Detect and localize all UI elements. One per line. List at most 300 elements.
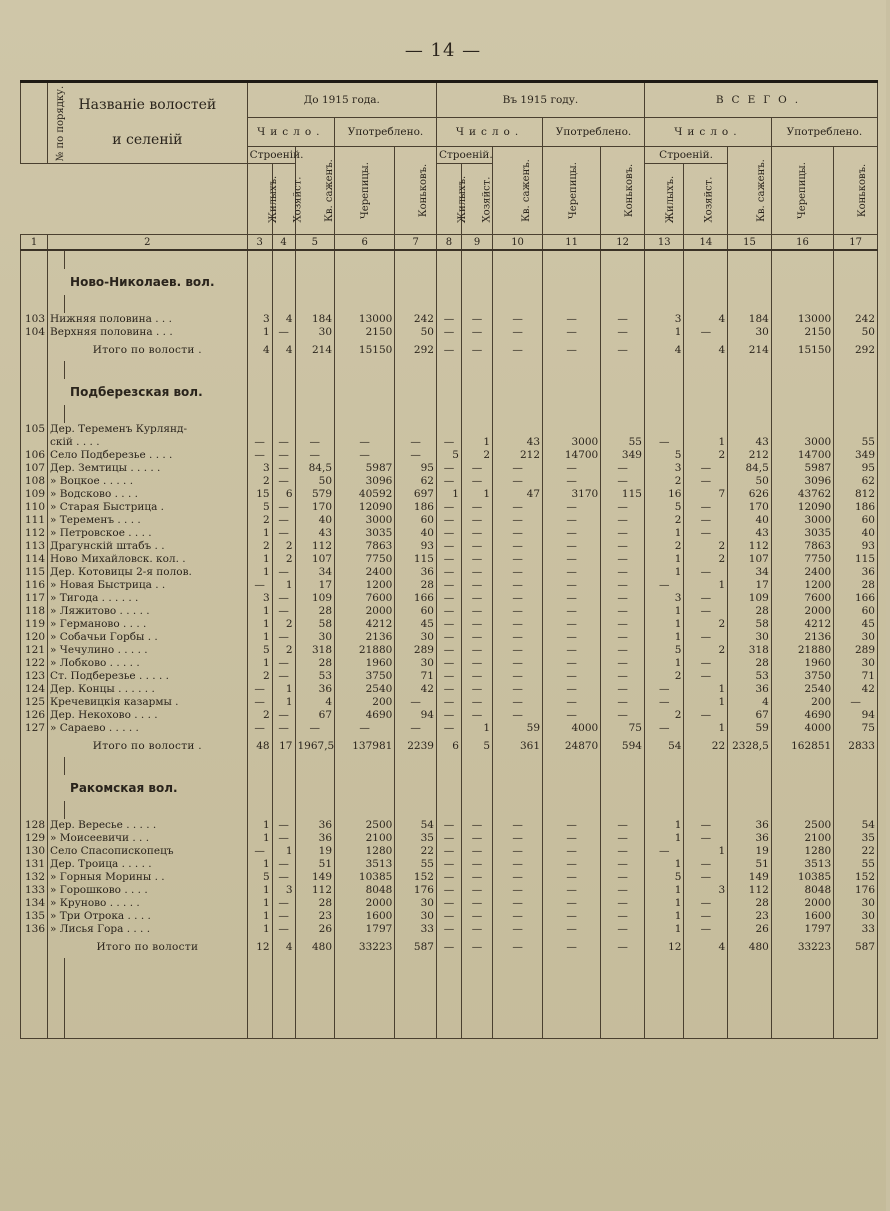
value-cell: 5 <box>247 871 272 884</box>
value-cell: — <box>436 592 461 605</box>
header-stroeniy-2: Строеній. <box>436 147 492 164</box>
value-cell: 28 <box>834 579 878 592</box>
value-cell: 94 <box>395 709 437 722</box>
value-cell: 43 <box>493 436 543 449</box>
value-cell: — <box>543 845 601 858</box>
value-cell: — <box>493 339 543 361</box>
table-row <box>21 423 878 436</box>
table-row <box>21 488 878 501</box>
value-cell: 30 <box>295 631 335 644</box>
value-cell: 30 <box>728 326 772 339</box>
table-row <box>21 566 878 579</box>
table-row <box>21 858 878 871</box>
value-cell: 1200 <box>771 579 833 592</box>
empty-cell <box>543 775 601 801</box>
value-cell: — <box>493 313 543 326</box>
settlement-name: » Собачьи Горбы . . <box>48 631 248 644</box>
value-cell: 1280 <box>771 845 833 858</box>
settlement-name: » Новая Быстрица . . <box>48 579 248 592</box>
value-cell: 36 <box>295 819 335 832</box>
value-cell <box>247 423 272 436</box>
value-cell: 1 <box>247 618 272 631</box>
value-cell: — <box>543 501 601 514</box>
empty-cell <box>543 250 601 269</box>
empty-cell <box>834 379 878 405</box>
table-row <box>21 722 878 735</box>
settlement-name: Село Подберезье . . . . <box>48 449 248 462</box>
value-cell: 184 <box>295 313 335 326</box>
value-cell: — <box>436 819 461 832</box>
empty-cell <box>247 269 272 295</box>
value-cell: 1 <box>644 605 684 618</box>
value-cell: 2000 <box>771 897 833 910</box>
empty-cell <box>834 361 878 379</box>
value-cell: 13000 <box>335 313 395 326</box>
value-cell: — <box>684 871 728 884</box>
value-cell: — <box>601 339 645 361</box>
value-cell: 59 <box>493 722 543 735</box>
value-cell: — <box>395 722 437 735</box>
empty-cell <box>493 361 543 379</box>
value-cell: 1 <box>684 436 728 449</box>
row-number: 107 <box>21 462 48 475</box>
value-cell: — <box>461 566 492 579</box>
value-cell: — <box>543 339 601 361</box>
row-number: 112 <box>21 527 48 540</box>
value-cell: 4 <box>295 696 335 709</box>
value-cell: 45 <box>395 618 437 631</box>
value-cell: 2150 <box>335 326 395 339</box>
value-cell: — <box>601 936 645 958</box>
value-cell: 2 <box>684 644 728 657</box>
value-cell: 212 <box>728 449 772 462</box>
spacer-row <box>21 361 878 379</box>
value-cell: 4 <box>728 696 772 709</box>
value-cell: — <box>461 923 492 936</box>
value-cell: — <box>601 884 645 897</box>
value-cell: — <box>543 326 601 339</box>
value-cell: 35 <box>395 832 437 845</box>
value-cell: 40 <box>728 514 772 527</box>
value-cell: — <box>493 709 543 722</box>
value-cell: — <box>543 936 601 958</box>
row-number: 117 <box>21 592 48 605</box>
empty-cell <box>395 405 437 423</box>
value-cell: 1 <box>247 897 272 910</box>
settlement-name: Село Спасопископецъ <box>48 845 248 858</box>
value-cell: 5 <box>644 871 684 884</box>
value-cell: 115 <box>834 553 878 566</box>
value-cell: — <box>543 592 601 605</box>
settlement-name: Дер. Теременъ Курлянд- <box>48 423 248 436</box>
empty-cell <box>21 361 48 379</box>
value-cell: — <box>436 527 461 540</box>
settlement-name: Нижняя половина . . . <box>48 313 248 326</box>
value-cell: 1 <box>272 845 295 858</box>
value-cell: 5 <box>461 735 492 757</box>
empty-cell <box>247 379 272 405</box>
value-cell: 3000 <box>771 436 833 449</box>
empty-cell <box>728 295 772 313</box>
header-upotrebleno-1: Употреблено. <box>335 118 437 147</box>
value-cell: — <box>272 501 295 514</box>
header-upotrebleno-3: Употреблено. <box>771 118 877 147</box>
value-cell: 54 <box>395 819 437 832</box>
total-label: Итого по волости <box>48 936 248 958</box>
value-cell: 2 <box>644 709 684 722</box>
value-cell: — <box>461 936 492 958</box>
column-number: 17 <box>834 235 878 251</box>
value-cell: 349 <box>834 449 878 462</box>
empty-cell <box>728 801 772 819</box>
value-cell: 4212 <box>771 618 833 631</box>
row-number: 104 <box>21 326 48 339</box>
value-cell: 2150 <box>771 326 833 339</box>
value-cell: — <box>601 553 645 566</box>
value-cell: 7863 <box>771 540 833 553</box>
header-chislo-1: Число. <box>247 118 334 147</box>
value-cell: 2 <box>272 540 295 553</box>
empty-cell <box>295 361 335 379</box>
value-cell: — <box>295 436 335 449</box>
header-khozyaist-1: Хозяйст. <box>272 164 295 235</box>
empty-cell <box>64 958 247 1039</box>
value-cell: 200 <box>335 696 395 709</box>
value-cell: 33 <box>834 923 878 936</box>
value-cell: 42 <box>395 683 437 696</box>
value-cell: 36 <box>728 683 772 696</box>
value-cell: 152 <box>395 871 437 884</box>
value-cell: 318 <box>295 644 335 657</box>
settlement-name: » Воцкое . . . . . <box>48 475 248 488</box>
empty-cell <box>247 405 272 423</box>
empty-cell <box>601 361 645 379</box>
value-cell: 2 <box>644 514 684 527</box>
value-cell: — <box>272 670 295 683</box>
empty-cell <box>48 250 65 269</box>
value-cell: — <box>543 579 601 592</box>
value-cell: — <box>247 579 272 592</box>
table-row <box>21 884 878 897</box>
empty-cell <box>295 379 335 405</box>
value-cell: 2 <box>247 670 272 683</box>
empty-cell <box>48 295 65 313</box>
value-cell: — <box>436 683 461 696</box>
empty-cell <box>644 405 684 423</box>
empty-cell <box>684 295 728 313</box>
value-cell: 1 <box>644 832 684 845</box>
value-cell: — <box>272 871 295 884</box>
value-cell: 55 <box>834 436 878 449</box>
value-cell: 1 <box>247 605 272 618</box>
value-cell: — <box>247 683 272 696</box>
value-cell: — <box>461 579 492 592</box>
value-cell: — <box>461 326 492 339</box>
value-cell: 289 <box>395 644 437 657</box>
value-cell: 1 <box>247 819 272 832</box>
table-row <box>21 436 878 449</box>
empty-cell <box>771 405 833 423</box>
value-cell: — <box>272 527 295 540</box>
row-number: 114 <box>21 553 48 566</box>
value-cell: 71 <box>395 670 437 683</box>
value-cell: 22 <box>395 845 437 858</box>
value-cell: — <box>601 871 645 884</box>
value-cell: — <box>684 566 728 579</box>
value-cell: — <box>684 462 728 475</box>
table-row <box>21 540 878 553</box>
value-cell: 3 <box>247 592 272 605</box>
value-cell: 6 <box>272 488 295 501</box>
empty-cell <box>335 361 395 379</box>
value-cell: 2 <box>461 449 492 462</box>
value-cell: 17 <box>728 579 772 592</box>
row-number: 126 <box>21 709 48 722</box>
value-cell: 42 <box>834 683 878 696</box>
row-number: 119 <box>21 618 48 631</box>
empty-cell <box>461 958 492 1039</box>
value-cell: 55 <box>834 858 878 871</box>
value-cell: 36 <box>834 566 878 579</box>
empty-cell <box>21 405 48 423</box>
empty-cell <box>601 250 645 269</box>
value-cell: — <box>272 858 295 871</box>
empty-cell <box>493 405 543 423</box>
value-cell: — <box>601 683 645 696</box>
value-cell: — <box>461 670 492 683</box>
value-cell: 587 <box>834 936 878 958</box>
value-cell: — <box>461 631 492 644</box>
value-cell: — <box>436 923 461 936</box>
value-cell: 166 <box>395 592 437 605</box>
value-cell: — <box>436 644 461 657</box>
value-cell: 3035 <box>771 527 833 540</box>
value-cell <box>436 423 461 436</box>
empty-cell <box>335 250 395 269</box>
value-cell: 292 <box>834 339 878 361</box>
value-cell: 4690 <box>771 709 833 722</box>
empty-cell <box>436 361 461 379</box>
value-cell: 109 <box>728 592 772 605</box>
table-row <box>21 579 878 592</box>
table-row <box>21 527 878 540</box>
table-row <box>21 449 878 462</box>
value-cell: 22 <box>684 735 728 757</box>
value-cell: — <box>461 339 492 361</box>
value-cell: — <box>461 819 492 832</box>
empty-cell <box>247 295 272 313</box>
value-cell: — <box>436 910 461 923</box>
value-cell: — <box>461 858 492 871</box>
empty-cell <box>834 801 878 819</box>
row-number: 132 <box>21 871 48 884</box>
value-cell: 480 <box>295 936 335 958</box>
table-row <box>21 514 878 527</box>
row-number: 111 <box>21 514 48 527</box>
value-cell: — <box>272 657 295 670</box>
value-cell: — <box>493 819 543 832</box>
value-cell: 186 <box>834 501 878 514</box>
empty-cell <box>684 405 728 423</box>
row-number <box>21 436 48 449</box>
table-row <box>21 683 878 696</box>
value-cell: 1 <box>272 696 295 709</box>
value-cell: 2500 <box>335 819 395 832</box>
value-cell: 1 <box>644 527 684 540</box>
value-cell: 318 <box>728 644 772 657</box>
value-cell: — <box>461 897 492 910</box>
bottom-spacer-row <box>21 958 878 1039</box>
value-cell: 28 <box>295 657 335 670</box>
value-cell: — <box>601 566 645 579</box>
value-cell: — <box>601 462 645 475</box>
row-number: 122 <box>21 657 48 670</box>
empty-cell <box>493 775 543 801</box>
value-cell: 112 <box>728 884 772 897</box>
value-cell: 54 <box>834 819 878 832</box>
value-cell: — <box>272 722 295 735</box>
value-cell: 1 <box>247 657 272 670</box>
value-cell: 95 <box>395 462 437 475</box>
empty-cell <box>436 379 461 405</box>
value-cell: 1 <box>644 566 684 579</box>
value-cell: — <box>543 553 601 566</box>
empty-cell <box>436 801 461 819</box>
header-zhilykh-2: Жилыхъ. <box>436 164 461 235</box>
value-cell: — <box>601 540 645 553</box>
value-cell: 36 <box>728 832 772 845</box>
value-cell: — <box>684 527 728 540</box>
row-number: 130 <box>21 845 48 858</box>
value-cell: 212 <box>493 449 543 462</box>
empty-cell <box>335 757 395 775</box>
value-cell: 2 <box>272 618 295 631</box>
header-stroeniy-3: Строеній. <box>644 147 727 164</box>
value-cell: — <box>436 832 461 845</box>
settlement-name: » Старая Быстрица . <box>48 501 248 514</box>
empty-cell <box>771 250 833 269</box>
column-number: 5 <box>295 235 335 251</box>
empty-cell <box>395 295 437 313</box>
value-cell: 94 <box>834 709 878 722</box>
value-cell: — <box>395 436 437 449</box>
empty-cell <box>771 801 833 819</box>
value-cell: 43 <box>728 527 772 540</box>
value-cell: 5 <box>247 644 272 657</box>
empty-cell <box>493 757 543 775</box>
value-cell: — <box>436 566 461 579</box>
value-cell: 2000 <box>771 605 833 618</box>
value-cell: 2328,5 <box>728 735 772 757</box>
value-cell: — <box>461 592 492 605</box>
empty-cell <box>834 958 878 1039</box>
settlement-name: » Горныя Морины . . <box>48 871 248 884</box>
empty-cell <box>21 958 48 1039</box>
empty-cell <box>395 361 437 379</box>
empty-cell <box>461 379 492 405</box>
value-cell: 34 <box>295 566 335 579</box>
header-group-total: ВСЕГО. <box>644 82 877 118</box>
empty-cell <box>272 775 295 801</box>
value-cell: 3000 <box>771 514 833 527</box>
value-cell: — <box>493 462 543 475</box>
table-row <box>21 871 878 884</box>
value-cell: 697 <box>395 488 437 501</box>
header-kv-sazhen-3: Кв. саженъ. <box>728 147 772 235</box>
value-cell: 35 <box>834 832 878 845</box>
column-number: 9 <box>461 235 492 251</box>
empty-cell <box>601 379 645 405</box>
value-cell: 40592 <box>335 488 395 501</box>
empty-cell <box>684 361 728 379</box>
value-cell: 7863 <box>335 540 395 553</box>
row-number: 118 <box>21 605 48 618</box>
row-number: 115 <box>21 566 48 579</box>
value-cell: 95 <box>834 462 878 475</box>
value-cell: 43 <box>728 436 772 449</box>
value-cell: 10385 <box>335 871 395 884</box>
value-cell: 2136 <box>771 631 833 644</box>
empty-cell <box>834 269 878 295</box>
value-cell: — <box>684 631 728 644</box>
value-cell: 3750 <box>335 670 395 683</box>
value-cell: 75 <box>601 722 645 735</box>
row-number: 103 <box>21 313 48 326</box>
value-cell <box>728 423 772 436</box>
empty-cell <box>543 295 601 313</box>
value-cell: 7750 <box>771 553 833 566</box>
column-number: 6 <box>335 235 395 251</box>
column-number-row <box>21 235 878 251</box>
row-number: 129 <box>21 832 48 845</box>
value-cell: — <box>493 923 543 936</box>
value-cell: 242 <box>834 313 878 326</box>
value-cell: 2 <box>684 540 728 553</box>
value-cell: — <box>461 605 492 618</box>
settlement-name: Кречевицкія казармы . <box>48 696 248 709</box>
value-cell: — <box>493 566 543 579</box>
value-cell: 1 <box>272 683 295 696</box>
value-cell <box>395 423 437 436</box>
empty-cell <box>21 757 48 775</box>
value-cell: — <box>436 514 461 527</box>
table-row <box>21 897 878 910</box>
value-cell: — <box>436 339 461 361</box>
value-cell: — <box>493 683 543 696</box>
empty-cell <box>493 269 543 295</box>
empty-cell <box>461 757 492 775</box>
value-cell: 112 <box>295 884 335 897</box>
value-cell: 2 <box>644 475 684 488</box>
value-cell: — <box>461 540 492 553</box>
value-cell: 40 <box>834 527 878 540</box>
value-cell: 587 <box>395 936 437 958</box>
value-cell: — <box>543 618 601 631</box>
empty-cell <box>272 405 295 423</box>
value-cell: — <box>436 897 461 910</box>
value-cell: — <box>684 605 728 618</box>
empty-cell <box>395 775 437 801</box>
value-cell: 30 <box>395 910 437 923</box>
row-number: 106 <box>21 449 48 462</box>
table-row <box>21 845 878 858</box>
empty-cell <box>436 958 461 1039</box>
settlement-name: » Три Отрока . . . . <box>48 910 248 923</box>
header-khozyaist-3: Хозяйст. <box>684 164 728 235</box>
settlement-name: » Моисеевичи . . . <box>48 832 248 845</box>
table-row <box>21 501 878 514</box>
value-cell: 2 <box>247 475 272 488</box>
